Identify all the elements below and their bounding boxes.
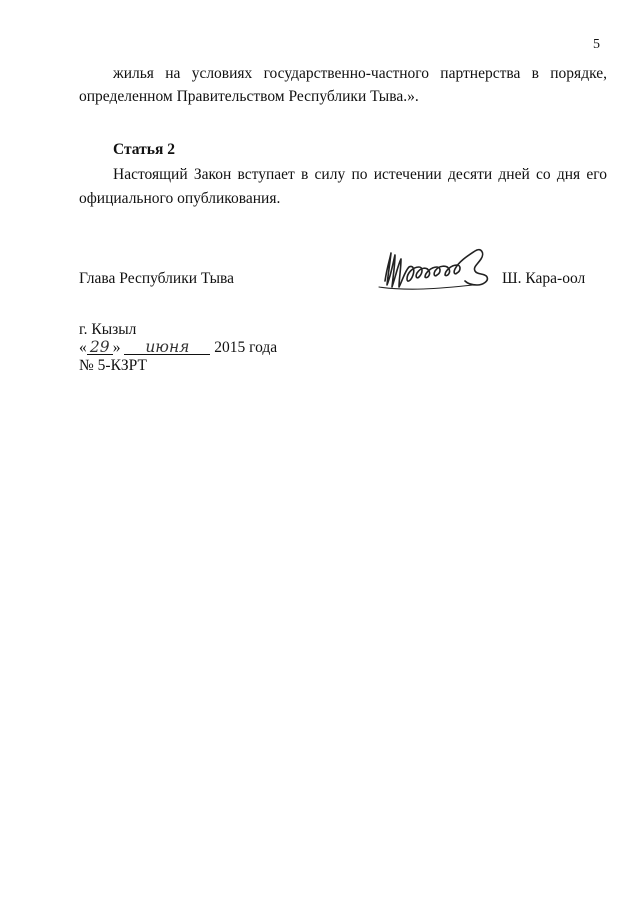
word: порядке,: [550, 65, 607, 82]
word: в: [301, 166, 309, 183]
word: жилья: [113, 65, 154, 82]
paragraph-line-1: [113, 65, 607, 83]
word: партнерства: [440, 65, 521, 82]
word: дней: [498, 166, 530, 183]
word: силу: [314, 166, 346, 183]
signing-date: [79, 339, 277, 357]
handwritten-signature: [377, 245, 499, 295]
date-year: 2015 года: [214, 339, 278, 356]
date-month: июня: [124, 340, 210, 355]
word: на: [165, 65, 181, 82]
date-open-quote: «: [79, 339, 87, 356]
word: его: [586, 166, 607, 183]
article-line-2: официального опубликования.: [79, 190, 281, 207]
word: истечении: [373, 166, 442, 183]
law-number: № 5-КЗРТ: [79, 357, 147, 374]
word: десяти: [447, 166, 493, 183]
article-line-1: [113, 166, 607, 184]
word: в: [531, 65, 539, 82]
word: Закон: [193, 166, 232, 183]
date-day: 29: [87, 340, 113, 355]
word: по: [351, 166, 368, 183]
article-heading: Статья 2: [113, 141, 175, 158]
word: со: [535, 166, 551, 183]
city: г. Кызыл: [79, 321, 137, 338]
word: дня: [556, 166, 581, 183]
date-close-quote: »: [112, 339, 121, 356]
word: условиях: [191, 65, 253, 82]
page-number: 5: [593, 37, 600, 52]
signatory-name: Ш. Кара-оол: [502, 270, 586, 287]
paragraph-line-2: определенном Правительством Республики Тыва.».: [79, 88, 419, 105]
word: государственно-частного: [263, 65, 430, 82]
signatory-position: Глава Республики Тыва: [79, 270, 235, 287]
word: вступает: [237, 166, 295, 183]
word: Настоящий: [113, 166, 188, 183]
